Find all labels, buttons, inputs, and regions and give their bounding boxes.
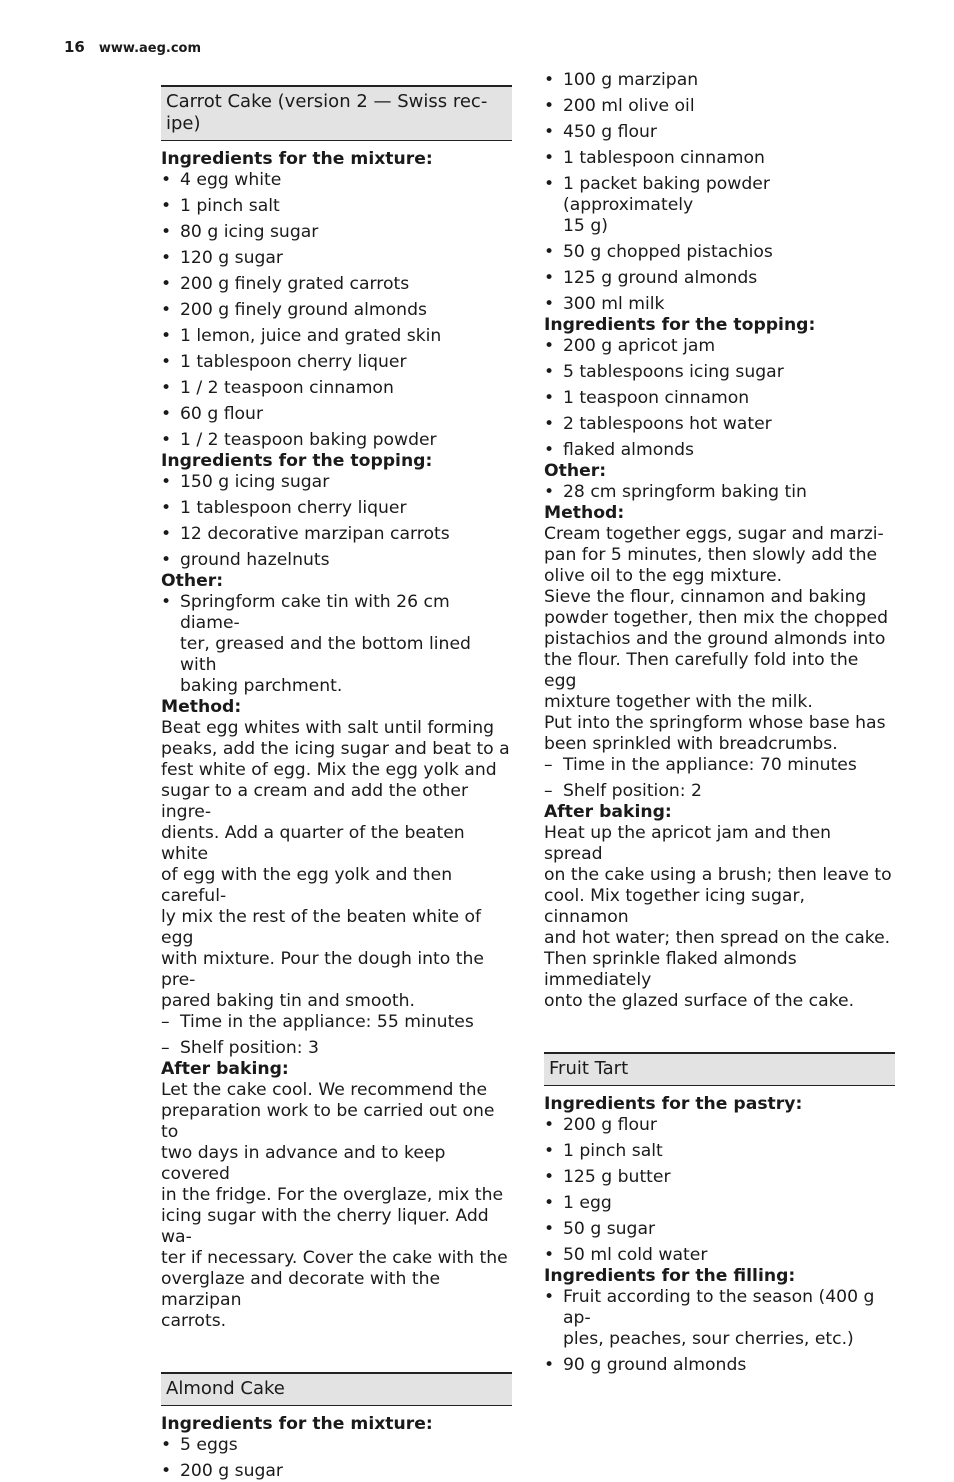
baking-powder-line: 15 g) <box>563 216 608 236</box>
fruit-filling-list <box>544 1287 895 1376</box>
after-line: carrots. <box>161 1311 227 1331</box>
method-line: Cream together eggs, sugar and marzi- <box>544 524 884 544</box>
almond-mixture-list-left <box>161 1435 512 1482</box>
list-item: • 5 tablespoons icing sugar <box>544 362 895 383</box>
list-item <box>544 1287 895 1350</box>
method-line: pistachios and the ground almonds into <box>544 629 886 649</box>
fruit-filling-heading: Ingredients for the filling: <box>544 1266 796 1286</box>
list-item: • 200 g flour <box>544 1115 895 1136</box>
after-line: and hot water; then spread on the cake. <box>544 928 891 948</box>
after-line: two days in advance and to keep covered <box>161 1143 446 1184</box>
method-line: mixture together with the milk. <box>544 692 813 712</box>
list-item <box>161 592 512 697</box>
list-item: • 50 g chopped pistachios <box>544 242 895 263</box>
almond-topping-list <box>544 336 895 461</box>
method-line: dients. Add a quarter of the beaten white <box>161 823 465 864</box>
list-item: • 90 g ground almonds <box>544 1355 895 1376</box>
list-item <box>544 174 895 237</box>
list-item: • 150 g icing sugar <box>161 472 512 493</box>
carrot-method-heading: Method: <box>161 697 242 717</box>
carrot-after-text <box>161 1080 512 1332</box>
list-item: • 1 / 2 teaspoon cinnamon <box>161 378 512 399</box>
list-item: • 1 / 2 teaspoon baking powder <box>161 430 512 451</box>
baking-powder-line: • 1 packet baking powder (approximately <box>563 174 770 215</box>
fruit-tart-title: Fruit Tart <box>544 1052 895 1086</box>
list-item: • 300 ml milk <box>544 294 895 315</box>
almond-cake-title: Almond Cake <box>161 1372 512 1406</box>
list-item: • 60 g flour <box>161 404 512 425</box>
carrot-steps-list <box>161 1012 512 1059</box>
list-item: • 200 g finely ground almonds <box>161 300 512 321</box>
carrot-mixture-list <box>161 170 512 451</box>
list-item: • 50 ml cold water <box>544 1245 895 1266</box>
list-item: • 200 g finely grated carrots <box>161 274 512 295</box>
after-line: icing sugar with the cherry liquer. Add wa- <box>161 1206 489 1247</box>
list-item: – Shelf position: 3 <box>161 1038 512 1059</box>
list-item: • 125 g ground almonds <box>544 268 895 289</box>
list-item: • 4 egg white <box>161 170 512 191</box>
after-line: onto the glazed surface of the cake. <box>544 991 855 1011</box>
list-item: • 1 tablespoon cinnamon <box>544 148 895 169</box>
almond-other-list <box>544 482 895 503</box>
after-line: overglaze and decorate with the marzipan <box>161 1269 441 1310</box>
list-item: • 1 pinch salt <box>161 196 512 217</box>
carrot-method-text <box>161 718 512 1012</box>
list-item: – Time in the appliance: 55 minutes <box>161 1012 512 1033</box>
method-line: pan for 5 minutes, then slowly add the <box>544 545 878 565</box>
method-line: ly mix the rest of the beaten white of egg <box>161 907 482 948</box>
after-line: preparation work to be carried out one to <box>161 1101 495 1142</box>
almond-after-text <box>544 823 895 1012</box>
list-item: • 200 ml olive oil <box>544 96 895 117</box>
after-line: Heat up the apricot jam and then spread <box>544 823 832 864</box>
after-line: ter if necessary. Cover the cake with the <box>161 1248 508 1268</box>
right-column <box>544 70 895 1376</box>
list-item: • 1 teaspoon cinnamon <box>544 388 895 409</box>
other-line: baking parchment. <box>180 676 343 696</box>
method-line: been sprinkled with breadcrumbs. <box>544 734 838 754</box>
almond-mixture-heading: Ingredients for the mixture: <box>161 1414 433 1434</box>
left-column <box>161 85 512 1482</box>
filling-line: ples, peaches, sour cherries, etc.) <box>563 1329 854 1349</box>
after-line: cool. Mix together icing sugar, cinnamon <box>544 886 805 927</box>
after-line: in the fridge. For the overglaze, mix the <box>161 1185 504 1205</box>
method-line: Beat egg whites with salt until forming <box>161 718 494 738</box>
list-item: • 12 decorative marzipan carrots <box>161 524 512 545</box>
carrot-other-heading: Other: <box>161 571 224 591</box>
almond-steps-list <box>544 755 895 802</box>
method-line: peaks, add the icing sugar and beat to a <box>161 739 510 759</box>
list-item: • 1 tablespoon cherry liquer <box>161 352 512 373</box>
method-line: powder together, then mix the chopped <box>544 608 888 628</box>
page-number: 16 <box>64 38 85 56</box>
list-item: – Time in the appliance: 70 minutes <box>544 755 895 776</box>
method-line: olive oil to the egg mixture. <box>544 566 783 586</box>
method-line: Put into the springform whose base has <box>544 713 886 733</box>
list-item: • 200 g sugar <box>161 1461 512 1482</box>
almond-method-text <box>544 524 895 755</box>
list-item: • 2 tablespoons hot water <box>544 414 895 435</box>
other-line: ter, greased and the bottom lined with <box>180 634 471 675</box>
carrot-after-heading: After baking: <box>161 1059 289 1079</box>
list-item: • 80 g icing sugar <box>161 222 512 243</box>
filling-line: • Fruit according to the season (400 g ap- <box>563 1287 875 1328</box>
list-item: • 120 g sugar <box>161 248 512 269</box>
method-line: sugar to a cream and add the other ingre- <box>161 781 469 822</box>
list-item: • 50 g sugar <box>544 1219 895 1240</box>
carrot-cake-title <box>161 85 512 141</box>
list-item: • 28 cm springform baking tin <box>544 482 895 503</box>
list-item: • 450 g flour <box>544 122 895 143</box>
method-line: the flour. Then carefully fold into the egg <box>544 650 859 691</box>
list-item: • 1 egg <box>544 1193 895 1214</box>
carrot-other-list <box>161 592 512 697</box>
after-line: Let the cake cool. We recommend the <box>161 1080 488 1100</box>
method-line: fest white of egg. Mix the egg yolk and <box>161 760 497 780</box>
page-header <box>64 38 201 56</box>
after-line: Then sprinkle flaked almonds immediately <box>544 949 797 990</box>
list-item: • 1 pinch salt <box>544 1141 895 1162</box>
list-item: – Shelf position: 2 <box>544 781 895 802</box>
list-item: • ground hazelnuts <box>161 550 512 571</box>
fruit-pastry-heading: Ingredients for the pastry: <box>544 1094 803 1114</box>
carrot-mixture-heading: Ingredients for the mixture: <box>161 149 433 169</box>
carrot-cake-title-line1: Carrot Cake (version 2 — Swiss rec- <box>166 91 488 112</box>
after-line: on the cake using a brush; then leave to <box>544 865 892 885</box>
method-line: Sieve the flour, cinnamon and baking <box>544 587 867 607</box>
method-line: of egg with the egg yolk and then careful- <box>161 865 453 906</box>
method-line: pared baking tin and smooth. <box>161 991 416 1011</box>
list-item: • 5 eggs <box>161 1435 512 1456</box>
almond-after-heading: After baking: <box>544 802 672 822</box>
almond-mixture-list-right <box>544 70 895 315</box>
carrot-topping-heading: Ingredients for the topping: <box>161 451 433 471</box>
carrot-topping-list <box>161 472 512 571</box>
list-item: • 125 g butter <box>544 1167 895 1188</box>
carrot-cake-title-line2: ipe) <box>166 113 201 134</box>
other-line: • Springform cake tin with 26 cm diame- <box>180 592 450 633</box>
list-item: • 1 tablespoon cherry liquer <box>161 498 512 519</box>
almond-topping-heading: Ingredients for the topping: <box>544 315 816 335</box>
list-item: • 200 g apricot jam <box>544 336 895 357</box>
list-item: • 1 lemon, juice and grated skin <box>161 326 512 347</box>
list-item: • flaked almonds <box>544 440 895 461</box>
method-line: with mixture. Pour the dough into the pre- <box>161 949 484 990</box>
almond-method-heading: Method: <box>544 503 625 523</box>
website-link[interactable]: www.aeg.com <box>98 41 202 56</box>
almond-other-heading: Other: <box>544 461 607 481</box>
list-item: • 100 g marzipan <box>544 70 895 91</box>
fruit-pastry-list <box>544 1115 895 1266</box>
